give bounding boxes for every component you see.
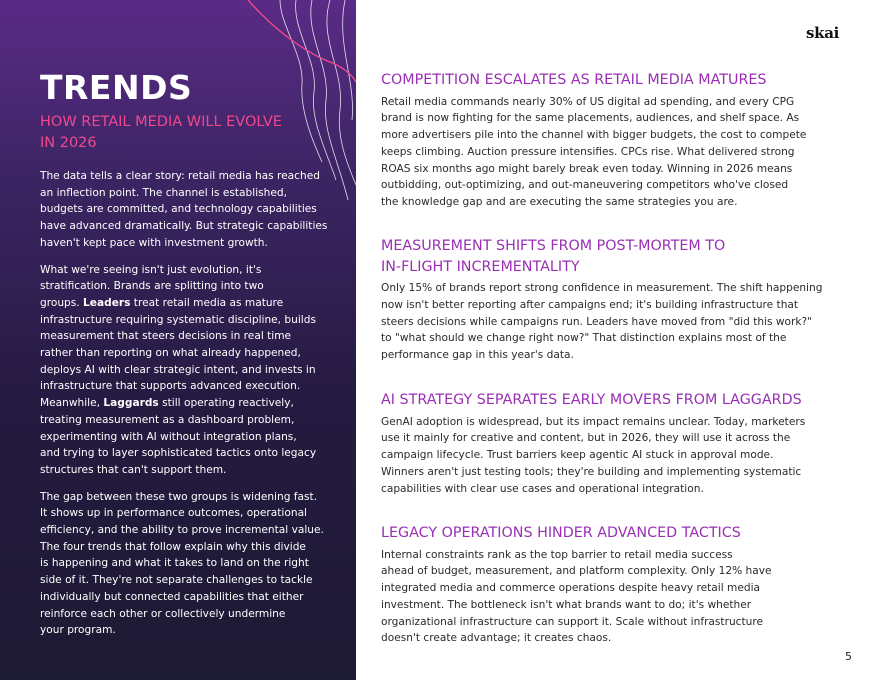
text-line: Only 15% of brands report strong confidence in measurement. The shift happening — [381, 282, 823, 294]
text-line: haven't kept pace with investment growth. — [40, 236, 268, 249]
page-number: 5 — [845, 650, 852, 663]
leaders-term: Leaders — [83, 296, 131, 309]
section-heading — [381, 70, 851, 91]
text-line: What we're seeing isn't just evolution, it's — [40, 263, 262, 276]
text-line: Internal constraints rank as the top barrier to retail media success — [381, 548, 733, 561]
text-fragment: treat retail media as mature — [130, 296, 284, 309]
text-line: The gap between these two groups is widening fast. — [40, 490, 318, 503]
text-line: keeps climbing. Auction pressure intensifies. CPCs rise. What delivered strong — [381, 145, 795, 158]
text-line: your program. — [40, 624, 116, 637]
heading-line: LEGACY OPERATIONS HINDER ADVANCED TACTICS — [381, 525, 741, 541]
heading-line: MEASUREMENT SHIFTS FROM POST-MORTEM TO — [381, 238, 726, 254]
intro-paragraph-2 — [40, 262, 338, 479]
text-line: rather than reporting on what already happened, — [40, 347, 301, 360]
text-line: more advertisers pile into the channel with bigger budgets, the cost to compete — [381, 129, 807, 142]
laggards-term: Laggards — [103, 397, 159, 410]
text-line: organizational infrastructure can support it. Scale without infrastructure — [381, 615, 763, 628]
text-line: side of it. They're not separate challenges to tackle — [40, 574, 313, 587]
text-line: It shows up in performance outcomes, operational — [40, 507, 308, 520]
text-line: brand is now fighting for the same placements, audiences, and shelf space. As — [381, 112, 800, 125]
section-heading — [381, 390, 851, 411]
text-line: experimenting with AI without integration plans, — [40, 430, 297, 443]
trend-section-ai-strategy — [381, 390, 851, 497]
text-line: investment. The bottleneck isn't what brands want to do; it's whether — [381, 598, 752, 611]
heading-line: COMPETITION ESCALATES AS RETAIL MEDIA MATURES — [381, 72, 767, 88]
text-line: The data tells a clear story: retail media has reached — [40, 170, 320, 182]
text-line: is happening and what it takes to land on the right — [40, 557, 309, 570]
trend-section-competition — [381, 70, 851, 211]
section-body — [381, 414, 851, 498]
heading-line: AI STRATEGY SEPARATES EARLY MOVERS FROM LAGGARDS — [381, 392, 802, 408]
intro-paragraph-1 — [40, 168, 338, 252]
text-line: and trying to layer sophisticated tactics onto legacy — [40, 447, 317, 460]
text-line: the knowledge gap and are executing the same strategies you are. — [381, 196, 738, 209]
section-body — [381, 547, 851, 648]
text-line — [40, 295, 338, 312]
section-body — [381, 94, 851, 212]
left-panel — [0, 0, 356, 680]
page-title: TRENDS — [40, 68, 193, 107]
text-line: structures that can't support them. — [40, 463, 227, 476]
heading-line: IN-FLIGHT INCREMENTALITY — [381, 258, 580, 275]
text-line: Retail media commands nearly 30% of US digital ad spending, and every CPG — [381, 95, 795, 108]
text-line: to "what should we change right now?" That distinction explains most of the — [381, 332, 787, 345]
text-line: individually but connected capabilities that either — [40, 590, 304, 603]
intro-paragraph-3 — [40, 489, 338, 639]
text-line: capabilities with clear use cases and operational integration. — [381, 482, 704, 495]
section-heading — [381, 236, 851, 277]
text-line: performance gap in this year's data. — [381, 349, 574, 362]
trend-section-legacy-operations — [381, 523, 851, 647]
brand-logo: skai — [806, 24, 840, 42]
text-line: outbidding, out-optimizing, and out-maneuvering competitors who've closed — [381, 179, 789, 192]
text-line: use it mainly for creative and content, but in 2026, they will use it across the — [381, 432, 791, 445]
text-line: campaign lifecycle. Trust barriers keep agentic AI stuck in approval mode. — [381, 449, 774, 462]
text-line: infrastructure requiring systematic discipline, builds — [40, 313, 316, 326]
text-fragment: still operating reactively, — [158, 397, 294, 410]
text-line: reinforce each other or collectively undermine — [40, 607, 286, 620]
intro-text — [40, 168, 338, 649]
text-line: have advanced dramatically. But strategic capabilities — [40, 220, 328, 233]
text-line: now isn't better reporting after campaigns end; it's building infrastructure that — [381, 298, 799, 311]
text-line: deploys AI with clear strategic intent, and invests in — [40, 363, 316, 376]
subtitle-line: HOW RETAIL MEDIA WILL EVOLVE — [40, 114, 282, 130]
text-line: ahead of budget, measurement, and platform complexity. Only 12% have — [381, 565, 772, 578]
text-line: doesn't create advantage; it creates chaos. — [381, 632, 612, 645]
text-line: measurement that steers decisions in real time — [40, 330, 292, 343]
section-heading — [381, 523, 851, 544]
text-line: efficiency, and the ability to prove incremental value. — [40, 524, 324, 537]
text-line: ROAS six months ago might barely break even today. Winning in 2026 means — [381, 162, 793, 175]
text-line — [40, 395, 338, 412]
text-line: budgets are committed, and technology capabilities — [40, 203, 317, 216]
text-line: stratification. Brands are splitting into two — [40, 280, 264, 293]
section-body — [381, 280, 851, 364]
text-fragment: Meanwhile, — [40, 397, 104, 410]
subtitle-line: IN 2026 — [40, 134, 97, 151]
text-line: treating measurement as a dashboard problem, — [40, 413, 295, 426]
text-line: integrated media and commerce operations despite heavy retail media — [381, 582, 761, 595]
text-line: Winners aren't just testing tools; they're building and implementing systematic — [381, 465, 802, 478]
text-line: an inflection point. The channel is established, — [40, 186, 287, 199]
text-line: infrastructure that supports advanced execution. — [40, 380, 301, 393]
text-fragment: groups. — [40, 296, 84, 309]
text-line: steers decisions while campaigns run. Leaders have moved from "did this work?" — [381, 315, 813, 328]
text-line: The four trends that follow explain why this divide — [40, 540, 306, 553]
trend-section-measurement — [381, 236, 851, 364]
page-subtitle — [40, 112, 340, 153]
text-line: GenAI adoption is widespread, but its impact remains unclear. Today, marketers — [381, 415, 806, 428]
